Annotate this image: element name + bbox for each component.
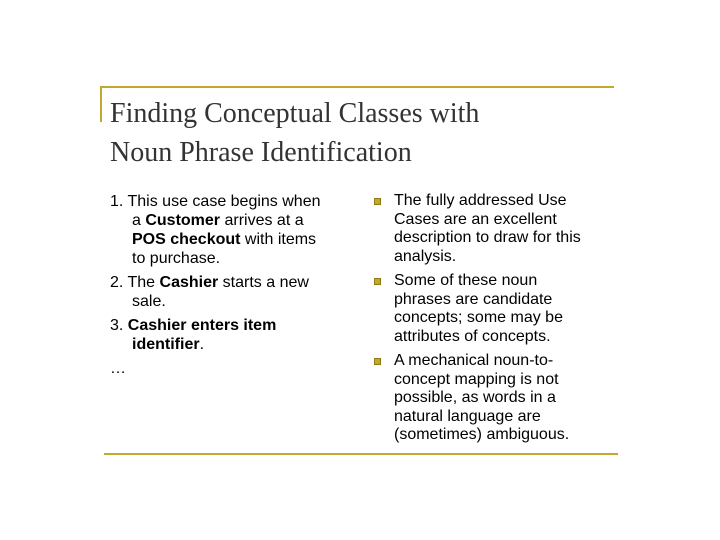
bullet-text [394,192,612,266]
left-rule [100,86,102,122]
identifier-term: identifier [132,336,200,353]
bullet-item [372,192,612,266]
step-1-line-4: to purchase. [132,250,221,267]
use-case-step-2 [110,273,360,311]
slide-title-line-2: Noun Phrase Identification [110,137,412,168]
step-3-line-1-text: 3. [110,317,128,334]
cashier-term: Cashier [159,274,219,291]
bullet-line: phrases are candidate [394,290,553,308]
bullet-item [372,352,612,445]
step-1-line-3 [110,230,360,249]
step-2-line-2: sale. [132,293,166,310]
pos-checkout-term: POS checkout [132,231,241,248]
square-bullet-icon [374,278,381,285]
step-1-line-3-tail: with items [240,231,317,248]
top-rule [100,86,614,88]
bullet-line: analysis. [394,247,457,265]
bullet-list [372,192,612,451]
use-case-steps [110,192,360,378]
step-2-line-1-text: 2. The [110,274,160,291]
bottom-rule [104,453,618,455]
bullet-line: Cases are an excellent [394,210,557,228]
slide-title-line-1: Finding Conceptual Classes with [110,98,480,129]
bullet-line: (sometimes) ambiguous. [394,426,570,443]
step-1-line-2-tail: arrives at a [220,212,304,229]
bullet-item [372,272,612,346]
bullet-text [394,272,612,346]
use-case-step-1 [110,192,360,268]
step-3-line-1 [110,316,360,335]
customer-term: Customer [145,212,221,229]
step-3-line-2-tail: . [199,336,205,353]
bullet-line: attributes of concepts. [394,327,551,345]
use-case-step-3 [110,316,360,354]
square-bullet-icon [374,198,381,205]
step-2-line-1-tail: starts a new [218,274,309,291]
cashier-enters-item-term: Cashier enters item [127,317,277,334]
ellipsis: … [110,360,126,377]
square-bullet-icon [374,358,381,365]
bullet-text [394,352,612,445]
step-3-line-2 [110,335,360,354]
bullet-line: Some of these noun [394,272,538,289]
bullet-line: A mechanical noun-to- [394,352,554,369]
step-1-line-2 [110,211,360,230]
slide-title [110,94,610,172]
step-1-line-1-text: 1. This use case begins when [110,193,321,210]
bullet-line: The fully addressed Use [394,192,567,209]
step-2-line-1 [110,273,360,292]
bullet-line: possible, as words in a [394,389,556,406]
bullet-line: concept mapping is not [394,370,559,388]
bullet-line: natural language are [394,407,541,425]
step-1-line-2-text: a [132,212,146,229]
bullet-line: description to draw for this [394,229,581,246]
step-1-line-1 [110,192,360,211]
bullet-line: concepts; some may be [394,309,563,326]
